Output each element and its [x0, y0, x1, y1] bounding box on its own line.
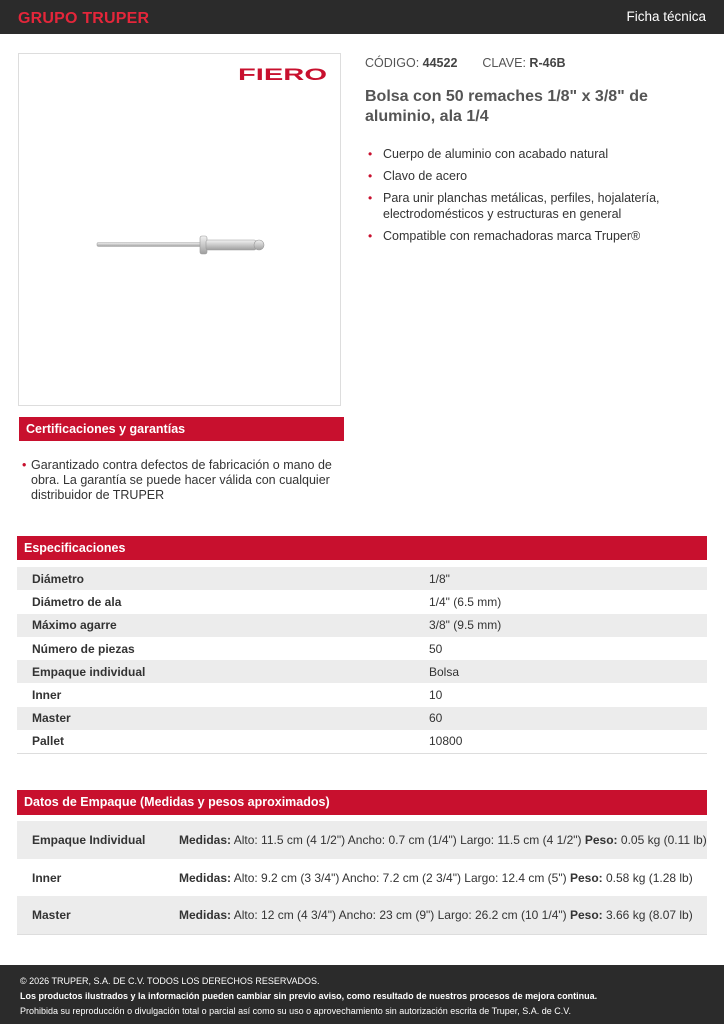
spec-key: Master	[17, 707, 429, 730]
empaque-value: Medidas: Alto: 11.5 cm (4 1/2") Ancho: 0.7 cm (1/4") Largo: 11.5 cm (4 1/2") Peso: 0.05 kg (0.11 lb)	[179, 821, 707, 859]
feature-item: • Clavo de acero	[368, 169, 468, 183]
spec-value: Bolsa	[429, 660, 707, 683]
table-row	[17, 896, 707, 934]
spec-key: Empaque individual	[17, 660, 429, 683]
table-row	[17, 859, 707, 897]
table-row	[17, 730, 707, 753]
spec-value: 1/8"	[429, 567, 707, 590]
svg-text:FIERO: FIERO	[238, 66, 327, 81]
codigo-value: 44522	[422, 56, 458, 70]
bullet-icon: •	[368, 191, 373, 205]
empaque-table	[17, 821, 707, 935]
table-row	[17, 567, 707, 590]
spec-value: 50	[429, 641, 443, 656]
especificaciones-table	[17, 567, 707, 754]
spec-key: Diámetro	[17, 567, 429, 590]
product-codes	[365, 56, 566, 70]
especificaciones-heading: Especificaciones	[17, 536, 707, 560]
empaque-value: Medidas: Alto: 9.2 cm (3 3/4") Ancho: 7.2 cm (2 3/4") Largo: 12.4 cm (5") Peso: 0.58 kg (1.28 lb)	[179, 870, 693, 885]
empaque-key: Empaque Individual	[17, 821, 179, 859]
footer	[0, 965, 724, 1024]
copyright-text: © 2026 TRUPER, S.A. DE C.V. TODOS LOS DERECHOS RESERVADOS.	[20, 976, 320, 986]
spec-value: 1/4" (6.5 mm)	[429, 594, 502, 609]
empaque-value: Medidas: Alto: 12 cm (4 3/4") Ancho: 23 cm (9") Largo: 26.2 cm (10 1/4") Peso: 3.66 kg (8.07 lb)	[179, 896, 707, 934]
certificaciones-heading: Certificaciones y garantías	[19, 417, 344, 441]
feature-list	[365, 146, 695, 250]
empaque-heading: Datos de Empaque (Medidas y pesos aproximados)	[17, 790, 707, 815]
garantia-text: • Garantizado contra defectos de fabricación o mano de obra. La garantía se puede hacer válida con cualquier distribuidor de TRUPER	[22, 458, 332, 502]
table-row	[17, 821, 707, 859]
spec-key: Máximo agarre	[17, 614, 429, 637]
clave-value: R-46B	[529, 56, 566, 70]
product-image-frame	[18, 53, 341, 406]
bullet-icon: •	[368, 229, 373, 243]
page-title: Ficha técnica	[626, 9, 706, 24]
prohibition-text: Prohibida su reproducción o divulgación total o parcial así como su uso o aprovechamiento sin autorización escrita de Truper, S.A. de C.V.	[20, 1006, 571, 1016]
spec-key: Inner	[32, 688, 62, 703]
feature-item: • Cuerpo de aluminio con acabado natural	[368, 147, 609, 161]
spec-value: 10	[429, 688, 443, 703]
spec-key: Diámetro de ala	[32, 594, 122, 609]
spec-key: Pallet	[17, 730, 429, 753]
spec-value: 3/8" (9.5 mm)	[429, 614, 707, 637]
feature-item: • Para unir planchas metálicas, perfiles, hojalatería, electrodomésticos y estructuras en general	[368, 191, 660, 221]
disclaimer-text: Los productos ilustrados y la información pueden cambiar sin previo aviso, como resultado de nuestros procesos de mejora continua.	[20, 991, 598, 1001]
spec-value: 60	[429, 707, 707, 730]
clave-label: CLAVE:	[482, 56, 526, 70]
spec-key: Número de piezas	[32, 641, 135, 656]
table-row	[17, 637, 707, 660]
table-row	[17, 707, 707, 730]
bullet-icon: •	[22, 458, 27, 472]
codigo-label: CÓDIGO:	[365, 56, 420, 70]
top-bar	[0, 0, 724, 34]
rivet-product-image	[96, 233, 266, 257]
bullet-icon: •	[368, 147, 373, 161]
empaque-key: Inner	[32, 870, 62, 885]
table-row	[17, 660, 707, 683]
table-row	[17, 614, 707, 637]
product-title: Bolsa con 50 remaches 1/8" x 3/8" de aluminio, ala 1/4	[365, 88, 648, 125]
table-row	[17, 683, 707, 706]
grupo-truper-logo: GRUPO TRUPER	[18, 10, 150, 27]
table-row	[17, 590, 707, 613]
feature-item: • Compatible con remachadoras marca Truper®	[368, 229, 641, 243]
fiero-brand-logo	[238, 66, 327, 81]
empaque-key: Master	[17, 896, 179, 934]
spec-value: 10800	[429, 730, 707, 753]
bullet-icon: •	[368, 169, 373, 183]
